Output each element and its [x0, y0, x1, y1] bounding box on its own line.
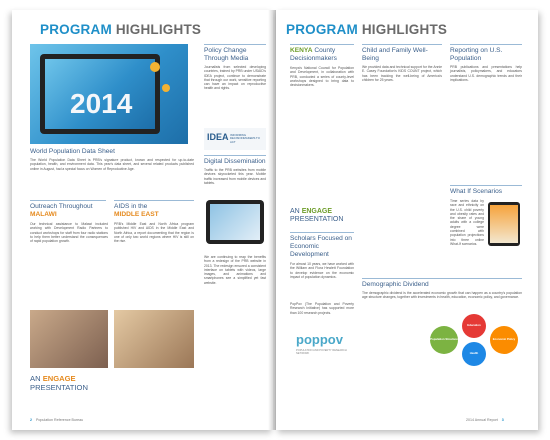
diagram-node: Economic Policy: [490, 326, 518, 354]
section-title: Policy Change Through Media: [204, 47, 249, 62]
demographic-dividend-diagram: [426, 312, 522, 382]
section-title: World Population Data Sheet: [30, 148, 115, 155]
right-page: [276, 10, 538, 430]
section-title: AIDS in the MIDDLE EAST: [114, 203, 159, 218]
page-footer: 2014 Annual Report 3: [466, 418, 504, 422]
section-body: Our technical assistance to Malawi included working with Development Radio Partners to conduct workshops for staff from four radio stations to help them better understand the consequences of rapid population growth.: [30, 222, 108, 244]
section-body: The demographic dividend is the accelerated economic growth that can happen as a country's population age structure changes, together with investments in health, education, economic policy, and governance.: [362, 291, 522, 300]
poppov-logo: poppov POPULATION AND POVERTY RESEARCH NETWORK: [296, 332, 347, 355]
section-body: Kenya's National Council for Population and Development, in collaboration with PRB, conducted a series of county-level workshops designed to bring data to decisionmakers.: [290, 66, 354, 88]
section-title: Scholars Focused on Economic Development: [290, 235, 352, 258]
hero-year: 2014: [70, 88, 133, 119]
section-title: Reporting on U.S. Population: [450, 47, 503, 62]
page-heading: PROGRAM HIGHLIGHTS: [40, 22, 202, 37]
diagram-node: Education: [462, 314, 486, 338]
diagram-node: Health: [462, 342, 486, 366]
section-body: Journalists from selected developing countries, trained by PRB under USAID's IDEA project, continue to demonstrate that through our work, sensitive reporting can have an impact on reproductive health and rights.: [204, 65, 266, 91]
page-heading: PROGRAM HIGHLIGHTS: [286, 22, 448, 37]
section-body: We are continuing to reap the benefits from a redesign of the PRB website in 2013. The redesign ensured a consistent interface on tablets with videos, large images, and animations and smartphones see a simplified yet fast website.: [204, 255, 266, 285]
engage-label: AN ENGAGE PRESENTATION: [290, 208, 344, 223]
section-title: Outreach Throughout MALAWI: [30, 203, 93, 218]
section-title: What If Scenarios: [450, 188, 503, 195]
section-title: KENYA County Decisionmakers: [290, 47, 337, 62]
section-title: Digital Dissemination: [204, 158, 266, 165]
section-title: Child and Family Well-Being: [362, 47, 428, 62]
photo: [114, 310, 194, 368]
map-pin-icon: [150, 62, 160, 72]
section-title: Demographic Dividend: [362, 281, 429, 288]
page-footer: 2 Population Reference Bureau: [30, 418, 84, 422]
section-body: PopPov (The Population and Poverty Research Initiative) has supported more than 100 research projects.: [290, 302, 354, 315]
section-body: PRB's Middle East and North Africa program published HIV and AIDS in the Middle East and North Africa, a report documenting that the region is one of only two world regions where HIV is still on the rise.: [114, 222, 194, 244]
idea-logo: IDEA INFORMING DECISIONMAKERS TO ACT: [204, 128, 266, 150]
tablet-image: [206, 200, 264, 244]
left-page: [12, 10, 273, 430]
map-pin-icon: [162, 84, 170, 92]
photo: [30, 310, 108, 368]
section-body: Time series data by race and ethnicity on the U.S. child poverty and obesity rates and the share of young adults with a college degree were combined with population projections into three online What-If scenarios.: [450, 199, 484, 246]
diagram-node: Population Structure: [430, 326, 458, 354]
section-body: Traffic to the PRB websites from mobile devices skyrocketed this year. Mobile traffic increased from mobile devices and tablets.: [204, 168, 266, 185]
section-body: The World Population Data Sheet is PRB's signature product, known and respected for up-to-date population, health, and environment data. This year's data sheet, and several related products published online in August, had a special focus on Women of Reproductive Age.: [30, 158, 194, 171]
ipad-image: [486, 200, 522, 248]
section-body: For almost 10 years, we have worked with the William and Flora Hewlett Foundation to develop evidence on the economic impact of population dynamics.: [290, 262, 354, 279]
hero-image: [30, 44, 188, 144]
engage-label: AN ENGAGE PRESENTATION: [30, 374, 88, 392]
section-body: PRB publications and presentations help journalists, policymakers, and educators understand U.S. demographic trends and their implications.: [450, 65, 522, 82]
section-body: We provided data and technical support for the Annie E. Casey Foundation's KIDS COUNT project, which has been tracking the well-being of America's children for 25 years.: [362, 65, 442, 82]
